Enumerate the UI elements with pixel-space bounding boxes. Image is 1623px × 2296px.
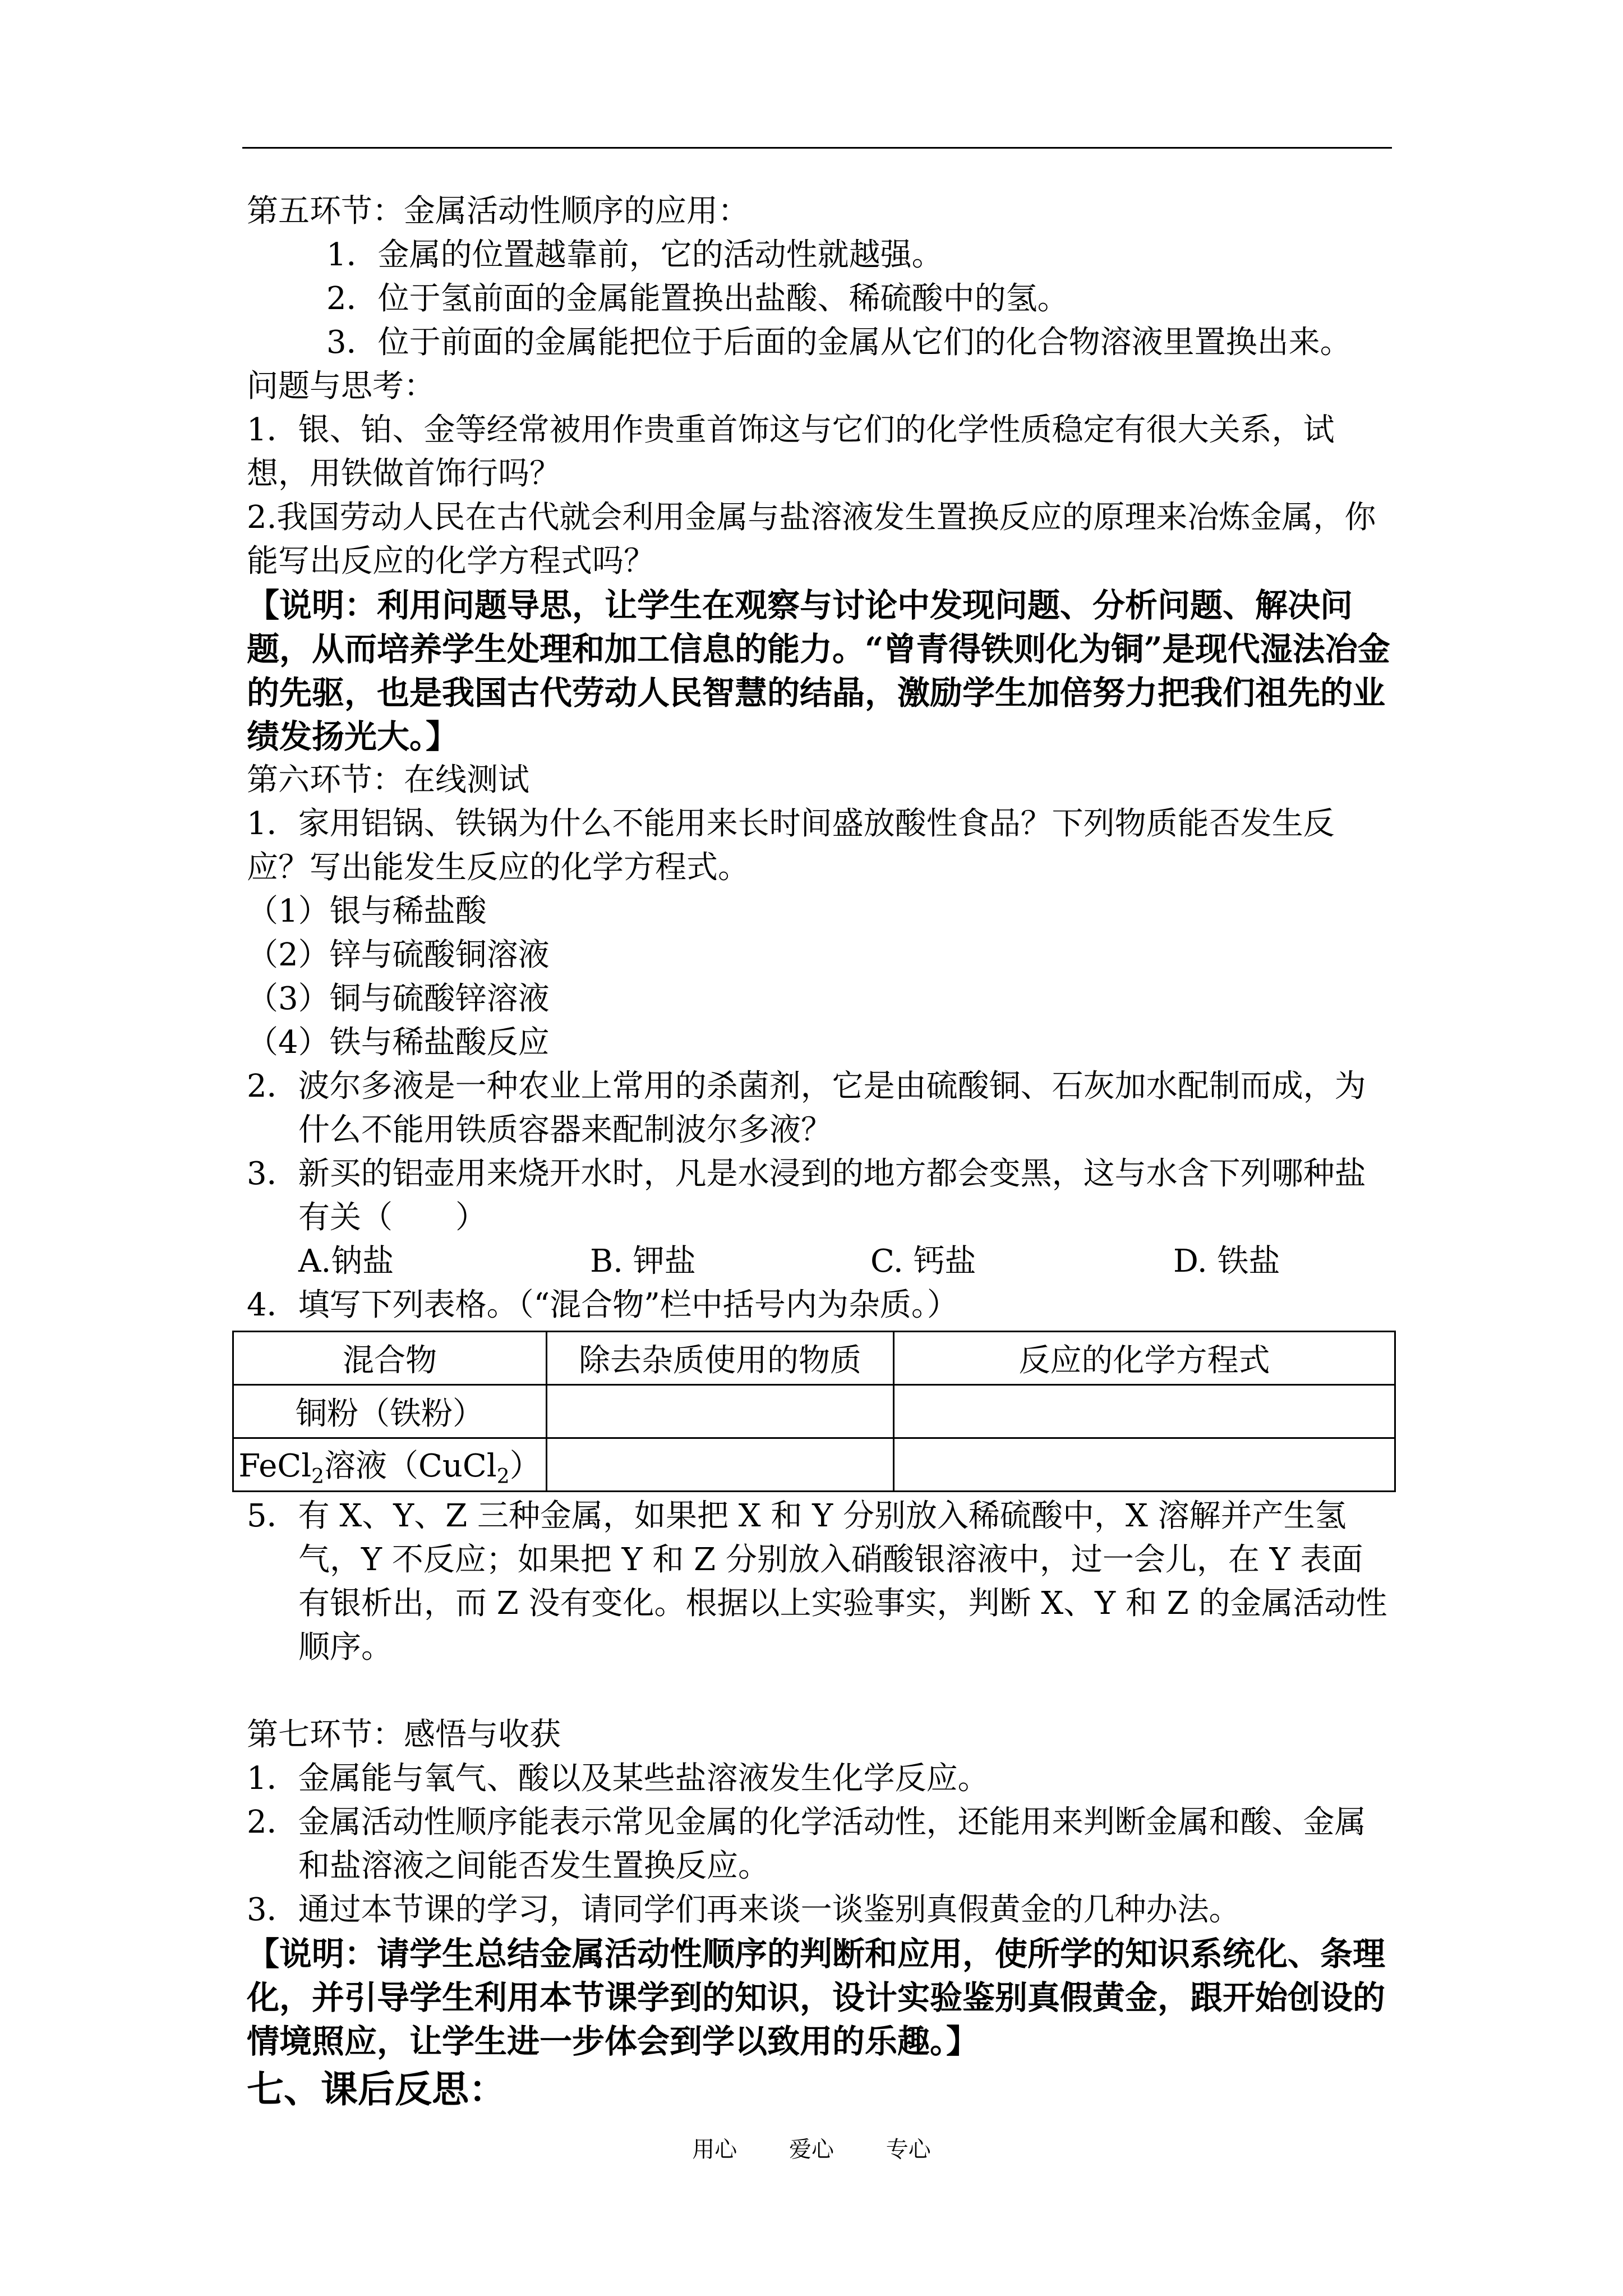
test-question-1: 1．家用铝锅、铁锅为什么不能用来长时间盛放酸性食品？下列物质能否发生反应？写出能发生反应的化学方程式。 [247,806,1335,886]
table-header-cell: 反应的化学方程式 [894,1332,1395,1385]
page-footer [0,2132,1623,2164]
table-row [233,1385,1395,1438]
reflection-heading: 七、课后反思： [247,2067,506,2111]
summary-point-3: 3．通过本节课的学习，请同学们再来谈一谈鉴别真假黄金的几种办法。 [247,1892,1241,1928]
table-row [233,1438,1395,1492]
test-q1-item-3: （3）铜与硫酸锌溶液 [247,981,550,1017]
footer-text: 用心 [692,2137,737,2162]
section5-note: 【说明：利用问题导思，让学生在观察与讨论中发现问题、分析问题、解决问题，从而培养学生处理和加工信息的能力。“曾青得铁则化为铜”是现代湿法冶金的先驱，也是我国古代劳动人民智慧的结晶，激励学生加倍努力把我们祖先的业绩发扬光大。】 [247,586,1390,756]
test-q1-item-2: （2）锌与硫酸铜溶液 [247,937,550,973]
test-question-4: 4．填写下列表格。（“混合物”栏中括号内为杂质。） [247,1287,958,1323]
option-b: B. 钾盐 [590,1243,696,1280]
test-question-2: 2．波尔多液是一种农业上常用的杀菌剂，它是由硫酸铜、石灰加水配制而成，为什么不能用铁质容器来配制波尔多液？ [247,1068,1366,1148]
questions-heading: 问题与思考： [247,368,435,404]
impurity-table [232,1331,1396,1492]
table-cell-empty [894,1438,1395,1492]
table-header-row [233,1332,1395,1385]
test-q3-options [247,1240,1394,1283]
section5-heading: 第五环节：金属活动性顺序的应用： [247,193,749,229]
option-c: C. 钙盐 [870,1243,976,1280]
section5-point-2: 2．位于氢前面的金属能置换出盐酸、稀硫酸中的氢。 [326,280,1069,317]
summary-point-2: 2．金属活动性顺序能表示常见金属的化学活动性，还能用来判断金属和酸、金属和盐溶液之间能否发生置换反应。 [247,1804,1366,1884]
summary-point-1: 1．金属能与氧气、酸以及某些盐溶液发生化学反应。 [247,1760,989,1797]
section6-heading: 第六环节：在线测试 [247,762,529,798]
section7-heading: 第七环节：感悟与收获 [247,1717,561,1753]
test-q1-item-4: （4）铁与稀盐酸反应 [247,1024,550,1061]
test-question-3: 3．新买的铝壶用来烧开水时，凡是水浸到的地方都会变黑，这与水含下列哪种盐有关（ ） [247,1156,1366,1236]
section5-point-3: 3．位于前面的金属能把位于后面的金属从它们的化合物溶液里置换出来。 [326,324,1352,361]
table-cell-empty [894,1385,1395,1438]
table-header-cell: 除去杂质使用的物质 [547,1332,894,1385]
section7-note: 【说明：请学生总结金属活动性顺序的判断和应用，使所学的知识系统化、条理化，并引导学生利用本节课学到的知识，设计实验鉴别真假黄金，跟开始创设的情境照应，让学生进一步体会到学以致用的乐趣。】 [247,1935,1386,2060]
section5-point-1: 1．金属的位置越靠前，它的活动性就越强。 [326,237,943,273]
table-cell-empty [547,1385,894,1438]
footer-text: 专心 [886,2137,931,2162]
test-question-5: 5．有 X、Y、Z 三种金属，如果把 X 和 Y 分别放入稀硫酸中，X 溶解并产生氢气，Y 不反应；如果把 Y 和 Z 分别放入硝酸银溶液中，过一会儿，在 Y 表面有银析出，而 Z 没有变化。根据以上实验事实，判断 X、Y 和 Z 的金属活动性顺序。 [247,1498,1387,1665]
document-body [238,190,1394,2115]
table-cell-mixture: FeCl$_2$溶液（CuCl$_2$） [233,1438,547,1492]
table-cell-empty [547,1438,894,1492]
test-q1-item-1: （1）银与稀盐酸 [247,893,487,930]
question-2: 2.我国劳动人民在古代就会利用金属与盐溶液发生置换反应的原理来冶炼金属，你能写出反应的化学方程式吗？ [247,499,1376,579]
question-1: 1．银、铂、金等经常被用作贵重首饰这与它们的化学性质稳定有很大关系，试想，用铁做首饰行吗？ [247,412,1335,492]
table-cell-mixture: 铜粉（铁粉） [233,1385,547,1438]
option-a: A.钠盐 [298,1243,394,1280]
table-header-cell: 混合物 [233,1332,547,1385]
option-d: D. 铁盐 [1173,1243,1280,1280]
footer-text: 爱心 [789,2137,834,2162]
header-rule [242,147,1392,149]
